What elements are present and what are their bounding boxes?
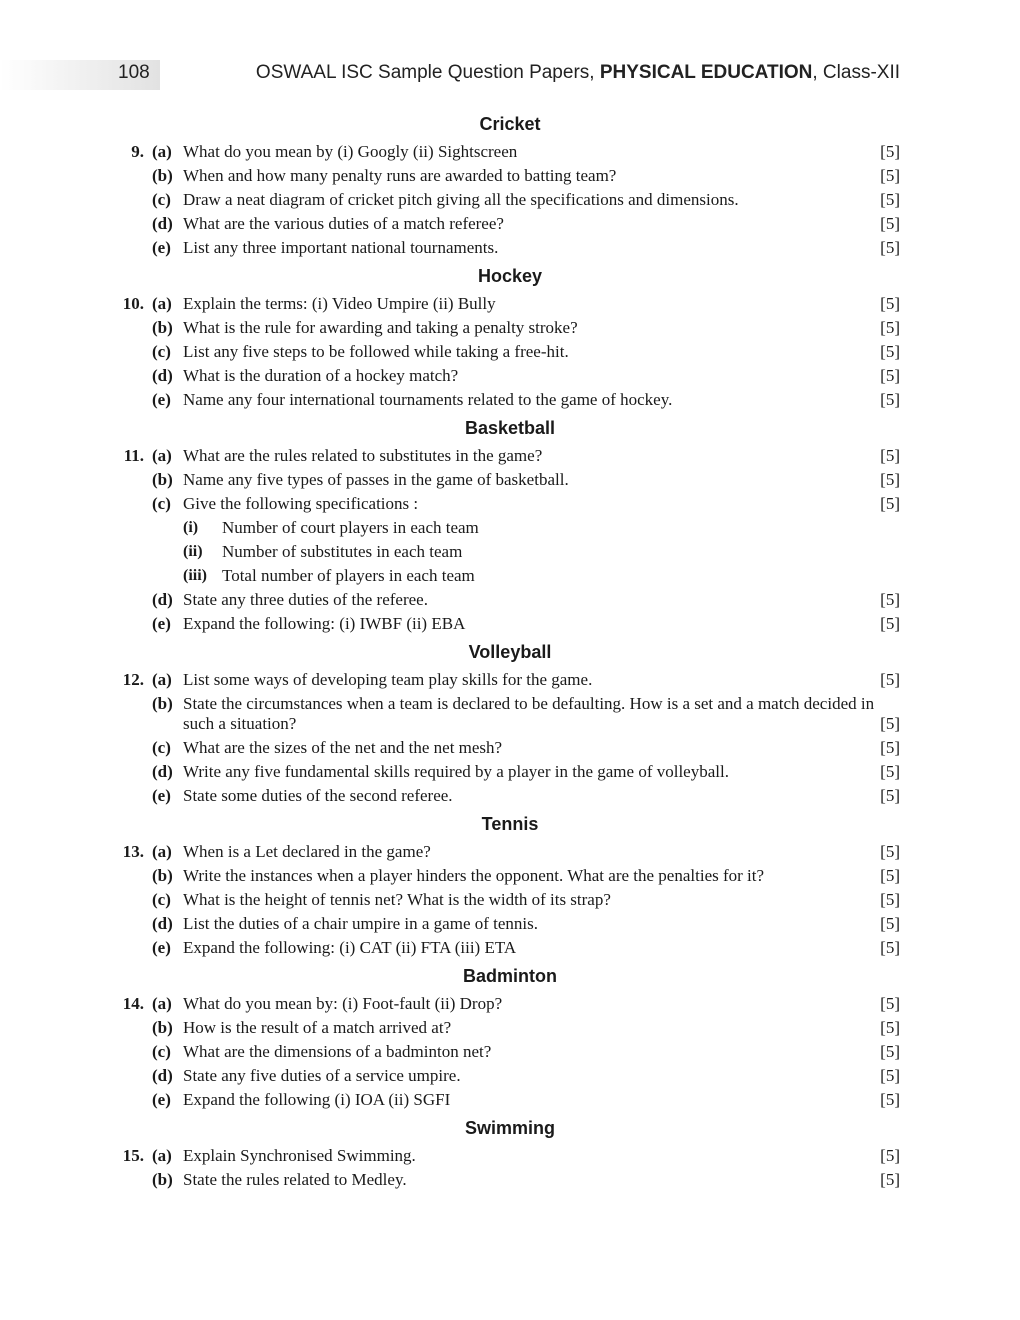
marks: [5] <box>880 1090 900 1109</box>
marks: [5] <box>880 142 900 161</box>
question-part <box>0 1016 1020 1040</box>
section-title: Badminton <box>463 966 557 986</box>
part-text: List some ways of developing team play skills for the game. <box>183 670 593 689</box>
marks: [5] <box>880 842 900 861</box>
marks: [5] <box>880 190 900 209</box>
part-label: (c) <box>152 1042 171 1061</box>
part-text: When is a Let declared in the game? <box>183 842 431 861</box>
part-text: List any three important national tournaments. <box>183 238 499 257</box>
question-part <box>0 388 1020 412</box>
sub-part <box>0 540 1020 564</box>
part-text: Write the instances when a player hinders the opponent. What are the penalties for it? <box>183 866 765 885</box>
section-title: Tennis <box>481 814 539 834</box>
title-prefix: OSWAAL ISC Sample Question Papers, <box>255 62 600 83</box>
part-label: (e) <box>152 786 171 805</box>
part-text: What is the duration of a hockey match? <box>183 366 459 385</box>
title-suffix: , Class-XII <box>812 62 900 83</box>
part-label: (c) <box>152 890 171 909</box>
question-number: 10. <box>122 294 144 313</box>
part-label: (d) <box>152 214 173 233</box>
part-label: (e) <box>152 1090 171 1109</box>
part-text: List the duties of a chair umpire in a game of tennis. <box>183 914 539 933</box>
question-number: 9. <box>131 142 144 161</box>
part-text: What is the rule for awarding and taking a penalty stroke? <box>183 318 578 337</box>
marks: [5] <box>880 890 900 909</box>
part-text: What are the rules related to substitutes in the game? <box>183 446 543 465</box>
sub-part <box>0 516 1020 540</box>
part-text: List any five steps to be followed while taking a free-hit. <box>183 342 569 361</box>
part-text: State the rules related to Medley. <box>183 1170 407 1189</box>
section-volleyball <box>0 636 1020 808</box>
title-subject: PHYSICAL EDUCATION <box>599 62 813 83</box>
page-number: 108 <box>118 62 150 83</box>
question-part <box>0 864 1020 888</box>
part-label: (b) <box>152 1018 173 1037</box>
marks: [5] <box>880 994 900 1013</box>
question-part <box>0 1064 1020 1088</box>
sub-part-label: (ii) <box>183 543 203 560</box>
marks: [5] <box>880 938 900 957</box>
question-part <box>0 492 1020 516</box>
sub-part-label: (i) <box>183 519 199 536</box>
part-label: (a) <box>152 842 172 861</box>
part-text: What are the sizes of the net and the net mesh? <box>183 738 503 757</box>
marks: [5] <box>880 318 900 337</box>
section-badminton <box>0 960 1020 1112</box>
marks: [5] <box>880 366 900 385</box>
part-text: State any three duties of the referee. <box>183 590 428 609</box>
part-text: Expand the following (i) IOA (ii) SGFI <box>183 1090 451 1109</box>
section-title: Cricket <box>479 114 541 134</box>
section-title: Swimming <box>464 1118 555 1138</box>
section-title: Basketball <box>464 418 556 438</box>
question-list <box>0 108 1020 1192</box>
part-text: Name any five types of passes in the game of basketball. <box>183 470 569 489</box>
question-part <box>0 760 1020 784</box>
part-label: (c) <box>152 738 171 757</box>
part-label: (b) <box>152 866 173 885</box>
question-part <box>0 468 1020 492</box>
marks: [5] <box>880 614 900 633</box>
part-label: (d) <box>152 1066 173 1085</box>
part-text: How is the result of a match arrived at? <box>183 1018 452 1037</box>
question-part <box>0 444 1020 468</box>
question-part <box>0 612 1020 636</box>
marks: [5] <box>880 470 900 489</box>
section-cricket <box>0 108 1020 260</box>
question-part <box>0 992 1020 1016</box>
part-label: (e) <box>152 614 171 633</box>
part-label: (c) <box>152 190 171 209</box>
marks: [5] <box>880 238 900 257</box>
part-label: (a) <box>152 294 172 313</box>
part-text: Draw a neat diagram of cricket pitch giving all the specifications and dimensions. <box>183 190 739 209</box>
question-part <box>0 1168 1020 1192</box>
marks: [5] <box>880 1066 900 1085</box>
part-text: Write any five fundamental skills required by a player in the game of volleyball. <box>183 762 729 781</box>
question-part <box>0 1144 1020 1168</box>
marks: [5] <box>880 590 900 609</box>
part-label: (e) <box>152 938 171 957</box>
part-label: (d) <box>152 762 173 781</box>
part-text: Expand the following: (i) CAT (ii) FTA (iii) ETA <box>183 938 517 957</box>
part-text: Name any four international tournaments related to the game of hockey. <box>183 390 673 409</box>
part-text: State the circumstances when a team is declared to be defaulting. How is a set and a match decided in such a situation? <box>183 694 875 733</box>
question-part <box>0 912 1020 936</box>
question-number: 12. <box>122 670 144 689</box>
part-label: (d) <box>152 914 173 933</box>
part-text: What are the various duties of a match referee? <box>183 214 504 233</box>
question-part <box>0 736 1020 760</box>
question-part <box>0 164 1020 188</box>
part-label: (b) <box>152 470 173 489</box>
question-number: 15. <box>122 1146 144 1165</box>
part-label: (a) <box>152 446 172 465</box>
running-title <box>256 62 900 84</box>
part-label: (a) <box>152 670 172 689</box>
marks: [5] <box>880 446 900 465</box>
part-text: Explain the terms: (i) Video Umpire (ii) Bully <box>183 294 496 313</box>
marks: [5] <box>880 390 900 409</box>
question-part <box>0 340 1020 364</box>
section-basketball <box>0 412 1020 636</box>
marks: [5] <box>880 1042 900 1061</box>
part-text: Give the following specifications : <box>183 494 419 513</box>
sub-part-label: (iii) <box>183 567 207 584</box>
question-part <box>0 364 1020 388</box>
part-text: What are the dimensions of a badminton net? <box>183 1042 492 1061</box>
question-part <box>0 316 1020 340</box>
part-label: (c) <box>152 342 171 361</box>
question-part <box>0 888 1020 912</box>
marks: [5] <box>880 738 900 757</box>
section-tennis <box>0 808 1020 960</box>
part-label: (b) <box>152 1170 173 1189</box>
marks: [5] <box>880 762 900 781</box>
sub-part-text: Number of court players in each team <box>222 518 479 537</box>
part-label: (a) <box>152 142 172 161</box>
part-label: (b) <box>152 166 173 185</box>
question-part <box>0 784 1020 808</box>
part-text: What is the height of tennis net? What is the width of its strap? <box>183 890 611 909</box>
marks: [5] <box>880 1146 900 1165</box>
question-part <box>0 236 1020 260</box>
part-text: State some duties of the second referee. <box>183 786 453 805</box>
question-number: 11. <box>123 446 144 465</box>
part-label: (a) <box>152 1146 172 1165</box>
marks: [5] <box>880 494 900 513</box>
question-part <box>0 588 1020 612</box>
sub-part-text: Total number of players in each team <box>222 566 475 585</box>
part-text: State any five duties of a service umpire. <box>183 1066 461 1085</box>
question-part <box>0 668 1020 692</box>
question-part <box>0 1088 1020 1112</box>
part-label: (d) <box>152 366 173 385</box>
marks: [5] <box>880 166 900 185</box>
question-part <box>0 692 1020 736</box>
question-part <box>0 936 1020 960</box>
marks: [5] <box>880 1170 900 1189</box>
question-part <box>0 292 1020 316</box>
question-part <box>0 1040 1020 1064</box>
section-title: Volleyball <box>468 642 552 662</box>
marks: [5] <box>880 1018 900 1037</box>
part-text: What do you mean by: (i) Foot-fault (ii) Drop? <box>183 994 503 1013</box>
question-part <box>0 212 1020 236</box>
part-label: (e) <box>152 238 171 257</box>
part-label: (b) <box>152 318 173 337</box>
part-text: What do you mean by (i) Googly (ii) Sightscreen <box>183 142 518 161</box>
part-text: Expand the following: (i) IWBF (ii) EBA <box>183 614 466 633</box>
marks: [5] <box>880 714 900 733</box>
part-label: (d) <box>152 590 173 609</box>
question-part <box>0 188 1020 212</box>
part-label: (b) <box>152 694 173 713</box>
marks: [5] <box>880 294 900 313</box>
section-hockey <box>0 260 1020 412</box>
marks: [5] <box>880 670 900 689</box>
part-label: (c) <box>152 494 171 513</box>
question-part <box>0 140 1020 164</box>
marks: [5] <box>880 914 900 933</box>
question-part <box>0 840 1020 864</box>
sub-part <box>0 564 1020 588</box>
part-text: Explain Synchronised Swimming. <box>183 1146 416 1165</box>
sub-part-text: Number of substitutes in each team <box>222 542 463 561</box>
question-number: 13. <box>122 842 144 861</box>
marks: [5] <box>880 214 900 233</box>
part-label: (e) <box>152 390 171 409</box>
part-text: When and how many penalty runs are awarded to batting team? <box>183 166 617 185</box>
marks: [5] <box>880 342 900 361</box>
section-swimming <box>0 1112 1020 1192</box>
part-label: (a) <box>152 994 172 1013</box>
section-title: Hockey <box>477 266 543 286</box>
question-number: 14. <box>122 994 144 1013</box>
marks: [5] <box>880 866 900 885</box>
marks: [5] <box>880 786 900 805</box>
